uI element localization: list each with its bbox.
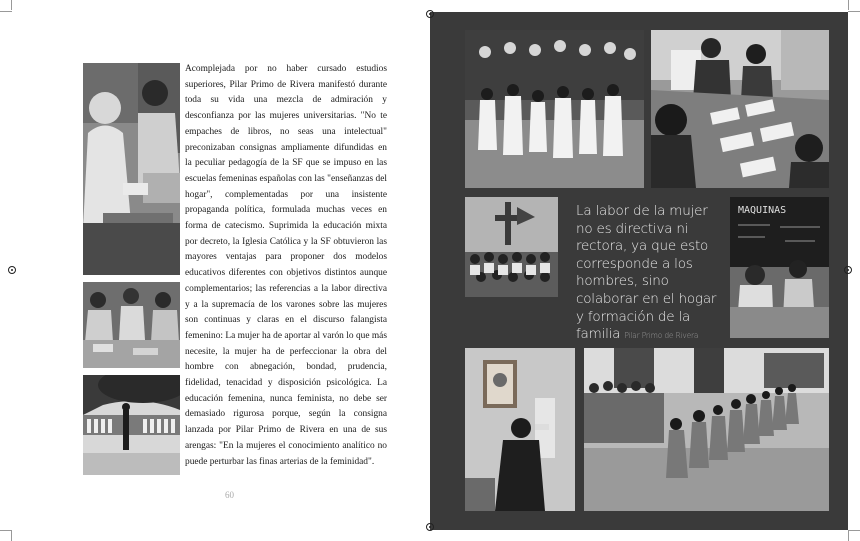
photo-blackboard-class: [730, 197, 829, 338]
quote-text: La labor de la mujer no es directiva ni rectora, ya que esto corresponde a los hombres, sino colaborar en el hogar y formación de la familia: [576, 203, 717, 343]
photo-sewing-girls: [83, 63, 180, 275]
body-paragraph: Acomplejada por no haber cursado estudios superiores, Pilar Primo de Rivera manifestó durante toda su vida una mezcla de admiración y desconfianza por las mujeres universitarias. "No te empaches de libros, no seas una intelectual" preconizaban consignas ampliamente difundidas en la peculiar pedagogía de la SF que se impuso en las escuelas femeninas españolas con las "enseñanzas del hogar", complementadas por una insistente propaganda política, formulada muchas veces en forma de catecismo. Suprimida la educación mixta por decreto, la Iglesia Católica y la SF obtuvieron las mayores ventajas para proponer dos modelos educativos diferentes con objetivos distintos aunque complementarios; las referencias a la labor directiva y a la supremacía de los varones sobre las mujeres son continuas y claras en el discurso falangista femenino: La mujer ha de aportar al varón lo que más necesite, la mujer ha de perfeccionar la obra del hombre con abnegación, bondad, prudencia, fidelidad, tenacidad y disposición psicológica. La educación femenina, nunca feminista, no debe ser demasiado rigurosa porque, según la consigna lanzada por Pilar Primo de Rivera en una de sus arengas: "En la mujeres el conocimiento analítico no puede perturbar las finas arterias de la feminidad".: [185, 64, 387, 467]
crop-mark: [11, 0, 12, 10]
registration-mark-top: [426, 10, 434, 18]
photo-chapel-girls: [465, 197, 558, 338]
registration-mark-bottom: [426, 523, 434, 531]
crop-mark: [848, 530, 860, 531]
crop-mark: [11, 531, 12, 541]
photo-outdoor-assembly: [83, 375, 180, 475]
pull-quote: [576, 203, 724, 345]
crop-mark: [0, 11, 12, 12]
registration-mark-left: [8, 266, 16, 274]
photo-classroom-table: [651, 30, 829, 188]
photo-children-dancing: [465, 30, 644, 188]
crop-mark: [848, 531, 849, 541]
photo-women-workshop: [83, 282, 180, 368]
crop-mark: [848, 0, 849, 10]
quote-author: Pilar Primo de Rivera: [624, 331, 699, 341]
photo-girls-marching: [584, 348, 829, 511]
blackboard-text: MAQUINAS: [738, 205, 787, 216]
page-number: 60: [225, 490, 234, 500]
crop-mark: [848, 11, 860, 12]
photo-girl-wall-portrait: [465, 348, 575, 511]
registration-mark-right: [844, 266, 852, 274]
